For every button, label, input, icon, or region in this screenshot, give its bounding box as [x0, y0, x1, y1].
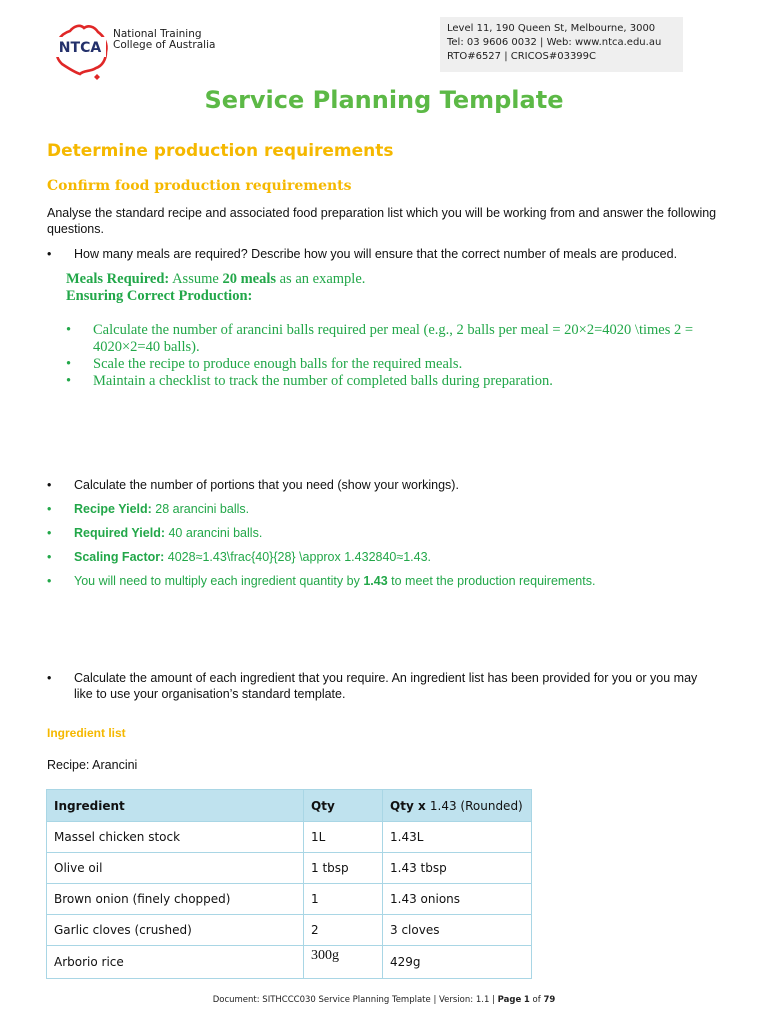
question-text: How many meals are required? Describe how you will ensure that the correct number of meals are produced. — [74, 247, 678, 261]
page-number: 1 — [523, 995, 530, 1005]
logo-line2: College of Australia — [113, 39, 216, 51]
page-footer: Document: SITHCCC030 Service Planning Template | Version: 1.1 | Page 1 of 79 — [212, 995, 556, 1005]
svg-text:NTCA: NTCA — [58, 40, 102, 56]
address-block — [440, 17, 683, 72]
ingredient-cell: Brown onion (finely chopped) — [47, 884, 304, 915]
page-total: 79 — [543, 995, 556, 1005]
header-ingredient: Ingredient — [47, 790, 304, 822]
logo-wordmark — [113, 29, 215, 51]
qty-cell: 300g — [304, 946, 383, 979]
qty-cell: 2 — [304, 915, 383, 946]
australia-map-icon — [48, 22, 112, 82]
table-header-row — [47, 790, 532, 822]
scaled-cell: 3 cloves — [383, 915, 532, 946]
scaled-cell: 429g — [383, 946, 532, 979]
ingredient-cell: Arborio rice — [47, 946, 304, 979]
recipe-name: Recipe: Arancini — [47, 758, 138, 772]
qty-cell: 1 tbsp — [304, 853, 383, 884]
question-text: Calculate the amount of each ingredient that you require. An ingredient list has been provided for you or you may — [74, 671, 698, 685]
section-heading: Determine production requirements — [47, 141, 394, 161]
contact-line: Tel: 03 9606 0032 | Web: www.ntca.edu.au — [447, 37, 662, 48]
meals-value: 20 meals — [222, 271, 276, 287]
meals-required-answer — [66, 271, 365, 288]
ingredient-table — [46, 789, 532, 979]
intro-paragraph: Analyse the standard recipe and associated food preparation list which you will be working from and answer the following questions. — [47, 206, 717, 236]
address-line: Level 11, 190 Queen St, Melbourne, 3000 — [447, 23, 656, 34]
question-text: Calculate the number of portions that you need (show your workings). — [74, 478, 459, 492]
qty-cell: 1L — [304, 822, 383, 853]
ingredient-cell: Massel chicken stock — [47, 822, 304, 853]
page-title: Service Planning Template — [204, 86, 564, 114]
meals-label: Meals Required: — [66, 271, 170, 287]
header-qty: Qty — [304, 790, 383, 822]
logo-line1: National Training — [113, 28, 202, 40]
meals-pre: Assume — [172, 271, 219, 287]
ingredient-cell: Garlic cloves (crushed) — [47, 915, 304, 946]
meals-post: as an example. — [279, 271, 366, 287]
registration-line: RTO#6527 | CRICOS#03399C — [447, 51, 597, 62]
table-row — [47, 884, 532, 915]
qty-cell: 1 — [304, 884, 383, 915]
table-row — [47, 946, 532, 979]
subheading: Confirm food production requirements — [47, 178, 352, 194]
ingredient-list-label: Ingredient list — [47, 726, 126, 740]
scaled-cell: 1.43L — [383, 822, 532, 853]
scaled-cell: 1.43 tbsp — [383, 853, 532, 884]
table-row — [47, 853, 532, 884]
table-row — [47, 822, 532, 853]
scaled-cell: 1.43 onions — [383, 884, 532, 915]
ingredient-cell: Olive oil — [47, 853, 304, 884]
ensuring-label: Ensuring Correct Production: — [66, 288, 253, 304]
table-row — [47, 915, 532, 946]
header-scaled-qty: Qty x 1.43 (Rounded) — [383, 790, 532, 822]
